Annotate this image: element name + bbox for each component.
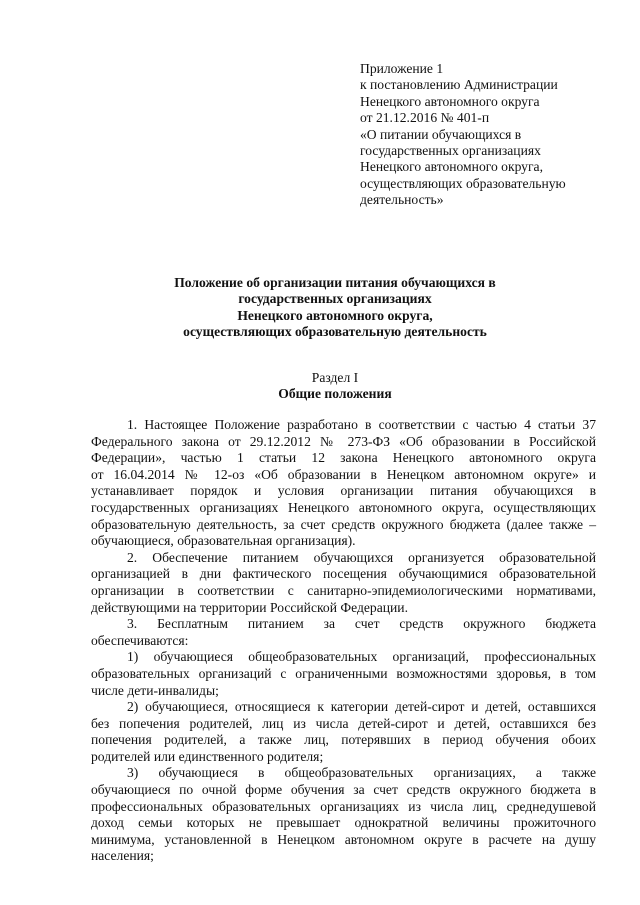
paragraph-line: профессиональных образовательных организациях из числа лиц, среднедушевой <box>91 798 596 814</box>
paragraph-line: без попечения родителей, лиц из числа детей-сирот и детей, оставшихся без <box>91 715 596 731</box>
title-line: осуществляющих образовательную деятельность <box>183 324 487 340</box>
paragraph-line: организации в соответствии с санитарно-эпидемиологическими нормативами, <box>91 582 596 598</box>
appendix-line: деятельность» <box>360 192 444 208</box>
paragraph-line: доход семьи которых не превышает однократной величины прожиточного <box>91 815 596 831</box>
paragraph-line: попечения родителей, а также лиц, потерявших в период обучения обоих <box>91 732 596 748</box>
paragraph-line: 2. Обеспечение питанием обучающихся организуется образовательной <box>127 549 596 565</box>
appendix-line: государственных организациях <box>360 143 541 159</box>
appendix-line: осуществляющих образовательную <box>360 175 566 191</box>
paragraph-line: Федерации», частью 1 статьи 12 закона Ненецкого автономного округа <box>91 450 596 466</box>
appendix-line: Ненецкого автономного округа <box>360 93 540 109</box>
title-line: Положение об организации питания обучающихся в <box>174 275 496 290</box>
paragraph-line: образовательных организаций с ограниченными возможностями здоровья, в том <box>91 665 596 681</box>
paragraph-line: родителей или единственного родителя; <box>91 748 324 764</box>
appendix-line: к постановлению Администрации <box>360 77 558 93</box>
document-body <box>91 417 596 865</box>
paragraph-line: 1) обучающиеся общеобразовательных организаций, профессиональных <box>127 649 596 665</box>
paragraph-line: обучающиеся, образовательная организация). <box>91 533 356 549</box>
paragraph-line: 3) обучающиеся в общеобразовательных организациях, а также <box>127 765 596 781</box>
paragraph-line: минимума, установленной в Ненецком автономном округе в расчете на душу <box>91 831 596 847</box>
paragraph <box>91 649 596 699</box>
paragraph-line: обеспечиваются: <box>91 632 189 648</box>
document-title <box>90 275 580 341</box>
paragraph-line: действующими на территории Российской Федерации. <box>91 599 408 615</box>
paragraph <box>91 550 596 616</box>
appendix-block <box>360 61 610 209</box>
paragraph-line: устанавливает порядок и условия организации питания обучающихся в <box>91 483 596 499</box>
paragraph-line: 2) обучающиеся, относящиеся к категории детей-сирот и детей, оставшихся <box>127 699 596 715</box>
title-line: Ненецкого автономного округа, <box>237 307 433 323</box>
section-title: Общие положения <box>278 386 392 401</box>
paragraph-line: обучающиеся по очной форме обучения за счет средств окружного бюджета в <box>91 782 596 798</box>
paragraph <box>91 417 596 550</box>
paragraph-line: от 16.04.2014 № 12-оз «Об образовании в Ненецком автономном округе» и <box>91 466 596 482</box>
paragraph-line: 1. Настоящее Положение разработано в соответствии с частью 4 статьи 37 <box>127 417 596 432</box>
paragraph-line: населения; <box>91 848 154 864</box>
appendix-line: Ненецкого автономного округа, <box>360 159 543 175</box>
paragraph <box>91 616 596 649</box>
paragraph-line: Федерального закона от 29.12.2012 № 273-ФЗ «Об образовании в Российской <box>91 433 596 449</box>
appendix-line: «О питании обучающихся в <box>360 126 522 142</box>
paragraph <box>91 699 596 765</box>
paragraph <box>91 765 596 865</box>
paragraph-line: образовательную деятельность, за счет средств окружного бюджета (далее также – <box>91 516 596 532</box>
section-label: Раздел I <box>311 370 359 385</box>
paragraph-line: числе дети-инвалиды; <box>91 682 219 698</box>
paragraph-line: организацией в дни фактического посещения обучающимися образовательной <box>91 566 596 582</box>
paragraph-line: государственных организациях Ненецкого автономного округа, осуществляющих <box>91 499 596 515</box>
appendix-line: Приложение 1 <box>360 61 444 76</box>
appendix-line: от 21.12.2016 № 401-п <box>360 110 490 126</box>
paragraph-line: 3. Бесплатным питанием за счет средств окружного бюджета <box>127 616 596 632</box>
title-line: государственных организациях <box>238 291 432 307</box>
